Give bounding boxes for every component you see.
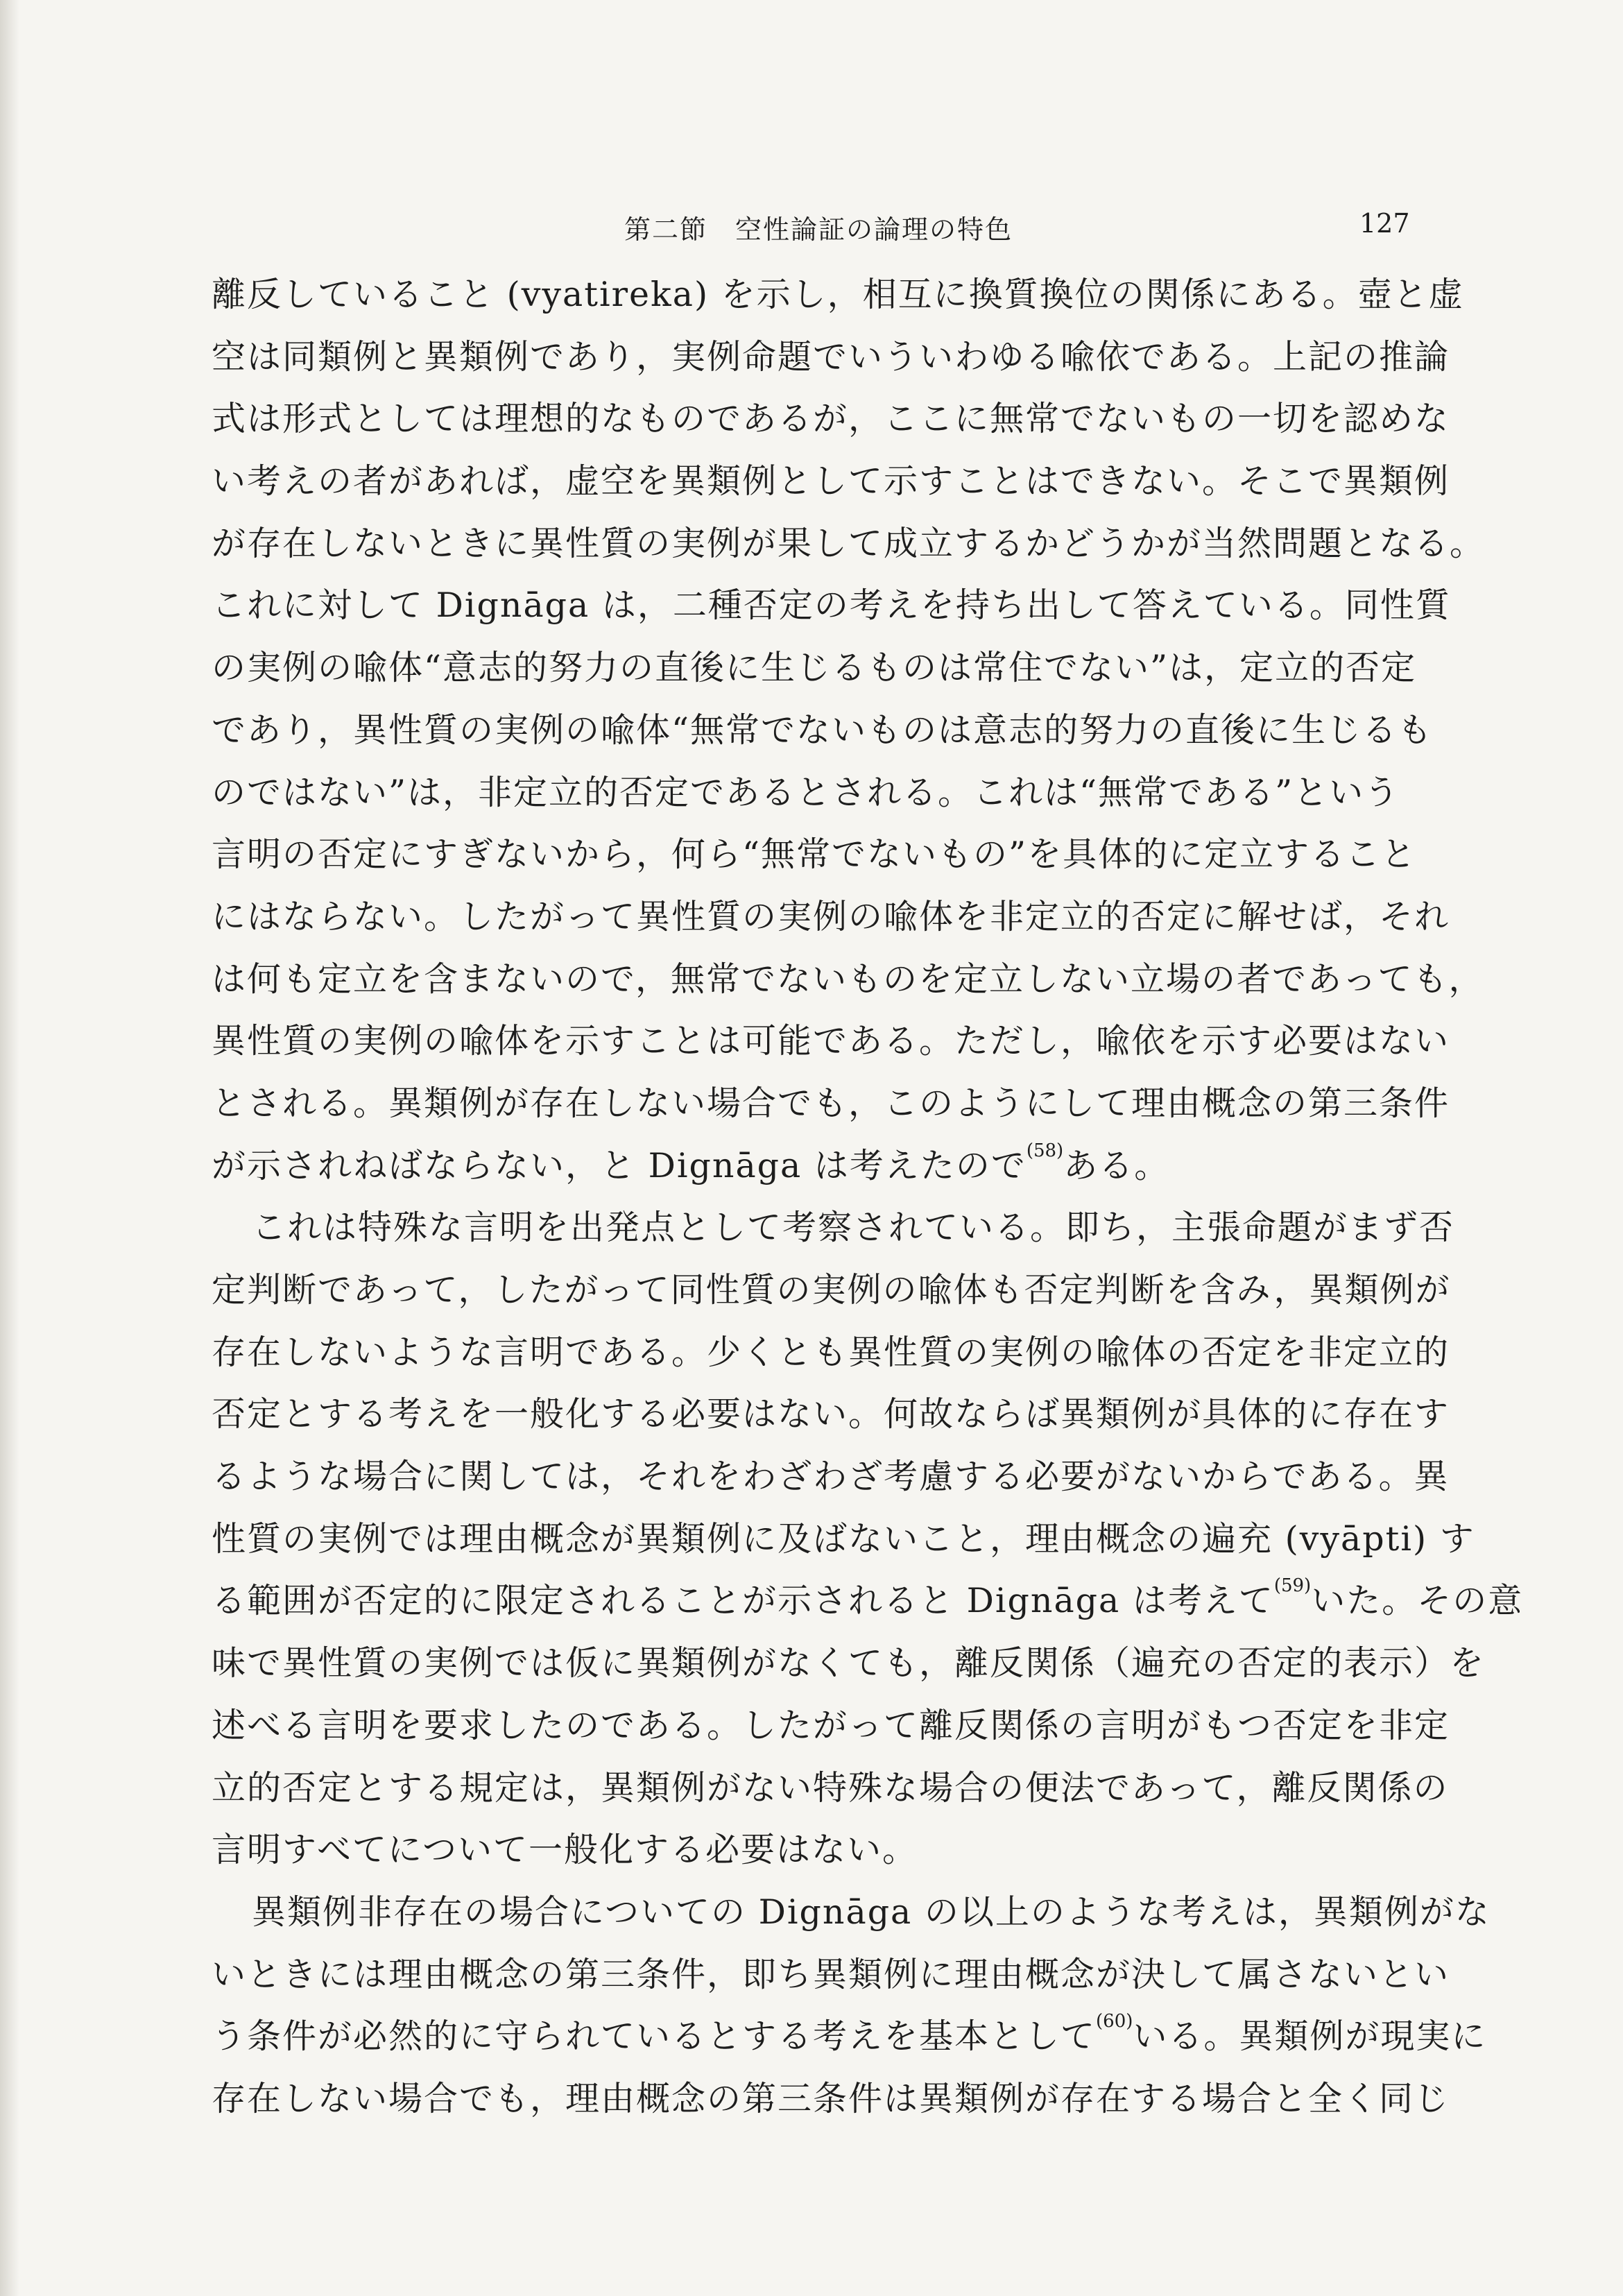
text-line: い考えの者があれば，虚空を異類例として示すことはできない。そこで異類例 [212,461,1450,502]
text-line: これに対して Dignāga は，二種否定の考えを持ち出して答えている。同性質 [212,585,1451,626]
page-number: 127 [1359,208,1410,239]
text-line: のではない”は，非定立的否定であるとされる。これは“無常である”という [212,772,1400,812]
text-line: 述べる言明を要求したのである。したがって離反関係の言明がもつ否定を非定 [212,1705,1450,1745]
text-line: は何も定立を含まないので，無常でないものを定立しない立場の者であっても， [212,959,1484,999]
footnote-marker-60: (60) [1096,2011,1133,2032]
text-segment: いた。その意 [1311,1581,1524,1621]
text-segment: が示されねばならない，と Dignāga は考えたので [212,1145,1027,1185]
text-line: 存在しない場合でも，理由概念の第三条件は異類例が存在する場合と全く同じ [212,2078,1450,2118]
text-line: が存在しないときに異性質の実例が果して成立するかどうかが当然問題となる。 [212,523,1486,563]
text-line: 立的否定とする規定は，異類例がない特殊な場合の便法であって，離反関係の [212,1767,1449,1808]
text-line: 言明の否定にすぎないから，何ら“無常でないもの”を具体的に定立すること [212,834,1417,875]
text-line [212,2005,1487,2068]
footnote-marker-59: (59) [1273,1575,1312,1597]
text-line: の実例の喩体“意志的努力の直後に生じるものは常住でない”は，定立的否定 [212,648,1417,688]
text-line: 定判断であって，したがって同性質の実例の喩体も否定判断を含み，異類例が [212,1270,1451,1310]
text-line: とされる。異類例が存在しない場合でも，このようにして理由概念の第三条件 [212,1083,1450,1123]
text-line: 式は形式としては理想的なものであるが，ここに無常でないもの一切を認めな [212,399,1450,439]
text-line: 離反していること (vyatireka) を示し，相互に換質換位の関係にある。壺と虚 [212,275,1464,314]
text-line: にはならない。したがって異性質の実例の喩体を非定立的否定に解せば，それ [212,896,1450,936]
page-binding-edge [0,0,19,2296]
body-text [212,264,1524,2130]
text-line: 性質の実例では理由概念が異類例に及ばないこと，理由概念の遍充 (vyāpti) す [212,1518,1475,1559]
text-line: 否定とする考えを一般化する必要はない。何故ならば異類例が具体的に存在す [212,1394,1450,1434]
page-header [0,208,1623,250]
text-line: 言明すべてについて一般化する必要はない。 [212,1830,918,1870]
text-segment: いる。異類例が現実に [1133,2016,1487,2057]
footnote-marker-58: (58) [1026,1140,1064,1161]
text-segment: る範囲が否定的に限定されることが示されると Dignāga は考えて [212,1581,1274,1621]
text-line: であり，異性質の実例の喩体“無常でないものは意志的努力の直後に生じるも [212,710,1434,750]
text-line: るような場合に関しては，それをわざわざ考慮する必要がないからである。異 [212,1457,1450,1497]
text-line [212,1135,1446,1197]
text-line: 異性質の実例の喩体を示すことは可能である。ただし，喩依を示す必要はない [212,1021,1450,1061]
text-line: 存在しないような言明である。少くとも異性質の実例の喩体の否定を非定立的 [212,1332,1450,1372]
running-head: 第二節 空性論証の論理の特色 [624,214,1013,245]
paragraph-start-line: 異類例非存在の場合についての Dignāga の以上のような考えは，異類例がな [252,1892,1491,1932]
text-segment: う条件が必然的に守られているとする考えを基本として [212,2016,1097,2057]
text-segment: ある。 [1063,1145,1170,1185]
text-line: 味で異性質の実例では仮に異類例がなくても，離反関係（遍充の否定的表示）を [212,1643,1486,1684]
text-line: 空は同類例と異類例であり，実例命題でいういわゆる喩依である。上記の推論 [212,336,1450,377]
paragraph-start-line: これは特殊な言明を出発点として考察されている。即ち，主張命題がまず否 [252,1208,1455,1248]
text-line: いときには理由概念の第三条件，即ち異類例に理由概念が決して属さないとい [212,1954,1450,1994]
text-line [212,1570,1524,1632]
